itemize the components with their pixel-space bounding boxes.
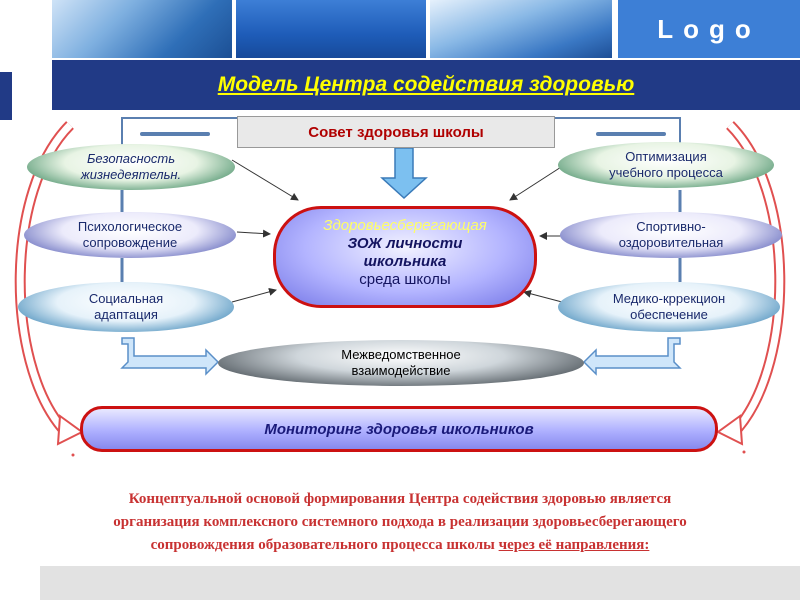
center-health-environment xyxy=(273,206,537,308)
oval-psychology-line1: Психологическое xyxy=(77,219,183,234)
caption-line3: сопровождения образовательного процесса школы xyxy=(150,537,499,553)
oval-optimization-line1: Оптимизация xyxy=(625,149,707,164)
decor-bar-1 xyxy=(140,132,210,136)
oval-sport xyxy=(560,212,782,258)
oval-sport-line1: Спортивно- xyxy=(636,219,706,234)
oval-social xyxy=(18,282,234,332)
left-curved-arrow-head xyxy=(58,416,82,444)
oval-medical-line1: Медико-кррекцион xyxy=(612,291,726,306)
council-down-arrow xyxy=(382,148,426,198)
oval-safety xyxy=(27,144,235,190)
oval-optimization-line2: учебного процесса xyxy=(609,165,723,180)
decor-bar-2 xyxy=(596,132,666,136)
arrow-safety-to-center xyxy=(232,160,298,200)
center-line3: школьника xyxy=(363,253,447,270)
arrow-social-to-center xyxy=(232,290,276,302)
oval-safety-line1: Безопасность xyxy=(86,151,176,166)
caption-line2: организация комплексного системного подхода в реализации здоровьесберегающего xyxy=(113,514,687,530)
caption-text xyxy=(10,488,790,557)
center-line1: Здоровьесберегающая xyxy=(323,217,487,234)
left-interagency-arrow xyxy=(122,338,218,374)
dot-mark-left xyxy=(72,454,75,457)
oval-social-line1: Социальная xyxy=(88,291,164,306)
monitoring-box: Мониторинг здоровья школьников xyxy=(80,406,718,452)
right-interagency-arrow xyxy=(584,338,680,374)
arrow-psych-to-center xyxy=(237,232,270,234)
oval-medical xyxy=(558,282,780,332)
oval-medical-line2: обеспечение xyxy=(630,307,708,322)
center-line2: ЗОЖ личности xyxy=(347,235,463,252)
dot-mark-right xyxy=(743,451,746,454)
oval-safety-line2: жизнедеятельн. xyxy=(80,167,182,182)
arrow-medical-to-center xyxy=(524,292,562,302)
oval-social-line2: адаптация xyxy=(94,307,158,322)
interagency-line2: взаимодействие xyxy=(351,363,451,378)
oval-optimization xyxy=(558,142,774,188)
oval-psychology-line2: сопровождение xyxy=(82,235,178,250)
oval-sport-line2: оздоровительная xyxy=(618,235,724,250)
caption-line3-underlined: через её направления: xyxy=(498,537,650,553)
council-box: Совет здоровья школы xyxy=(237,116,555,148)
logo-text: Logo xyxy=(657,13,761,44)
oval-psychology xyxy=(24,212,236,258)
caption-line1: Концептуальной основой формирования Центра содействия здоровью является xyxy=(128,491,672,507)
right-curved-arrow-head xyxy=(718,416,742,444)
page-title: Модель Центра содействия здоровью xyxy=(217,73,635,96)
center-line4: среда школы xyxy=(359,271,451,288)
footer-bar xyxy=(40,566,800,600)
interagency-line1: Межведомственное xyxy=(341,347,461,362)
oval-interagency xyxy=(218,340,584,386)
